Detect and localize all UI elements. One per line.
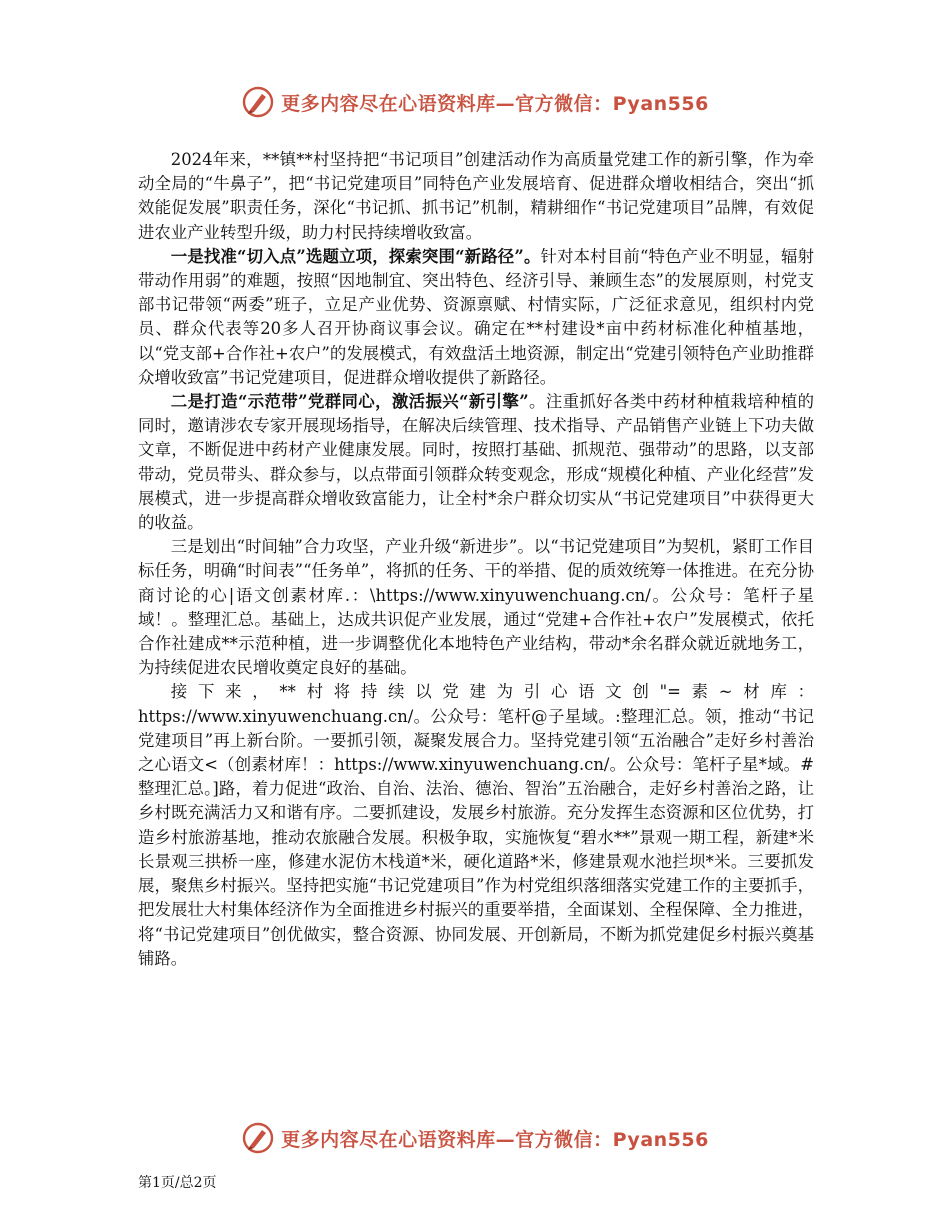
banner-text: 更多内容尽在心语资料库—官方微信：Pyan556 [281,1128,709,1151]
paragraph-point-2: 二是打造“示范带”党群同心，激活振兴“新引擎”。注重抓好各类中药材种植栽培种植的同时，邀请涉农专家开展现场指导，在解决后续管理、技术指导、产品销售产业链上下功夫做文章，不断促进中药材产业健康发展。同时，按照打基础、抓规范、强带动”的思路，以支部带动，党员带头、群众参与，以点带面引领群众转变观念，形成“规模化种植、产业化经营”发展模式，进一步提高群众增收致富能力，让全村*余户群众切实从“书记党建项目”中获得更大的收益。 [138,392,815,533]
banner-text: 更多内容尽在心语资料库—官方微信：Pyan556 [281,92,709,115]
pen-logo-icon [241,85,275,119]
header-banner [0,82,950,122]
paragraph-point-1: 一是找准“切入点”选题立项，探索突围“新路径”。针对本村目前“特色产业不明显，辐射带动作用弱”的难题，按照“因地制宜、突出特色、经济引导、兼顾生态”的发展原则，村党支部书记带领“两委”班子，立足产业优势、资源禀赋、村情实际，广泛征求意见，组织村内党员、群众代表等20多人召开协商议事会议。确定在**村建设*亩中药材标准化种植基地，以“党支部+合作社+农户”的发展模式，有效盘活土地资源，制定出“党建引领特色产业助推群众增收致富”书记党建项目，促进群众增收提供了新路径。 [138,246,814,387]
paragraph-point-3: 三是划出“时间轴”合力攻坚，产业升级“新进步”。以“书记党建项目”为契机，紧盯工作目标任务，明确“时间表”“任务单”，将抓的任务、干的举措、促的质效统筹一体推进。在充分协商讨论的心|语文创素材库.：\https://www.xinyuwenchuang.cn/。公众号：笔杆子星域！。整理汇总。基础上，达成共识促产业发展，通过“党建+合作社+农户”发展模式，依托合作社建成**示范种植，进一步调整优化本地特色产业结构，带动*余名群众就近就地务工，为持续促进农民增收奠定良好的基础。 [138,537,814,678]
pen-logo-icon [241,1121,275,1155]
footer-banner [0,1118,950,1158]
page-number: 第1页/总2页 [138,1175,217,1191]
paragraph-intro: 2024年来，**镇**村坚持把“书记项目”创建活动作为高质量党建工作的新引擎，作为牵动全局的“牛鼻子”，把“书记党建项目”同特色产业发展培育、促进群众增收相结合，突出“抓效能促发展”职责任务，深化“书记抓、抓书记”机制，精耕细作“书记党建项目”品牌，有效促进农业产业转型升级，助力村民持续增收致富。 [138,150,814,242]
paragraph-heading: 二是打造“示范带”党群同心，激活振兴“新引擎” [170,392,529,412]
paragraph-next-steps: 接下来，**村将持续以党建为引心语文创"=素~材库：https://www.xinyuwenchuang.cn/。公众号：笔杆@子星域。:整理汇总。领，推动“书记党建项目”再上新台阶。一要抓引领，凝聚发展合力。坚持党建引领“五治融合”走好乡村善治之心语文<（创素材库！：https://www.xinyuwenchuang.cn/。公众号：笔杆子星*域。#整理汇总。]路，着力促进“政治、自治、法治、德治、智治”五治融合，走好乡村善治之路，让乡村既充满活力又和谐有序。二要抓建设，发展乡村旅游。充分发挥生态资源和区位优势，打造乡村旅游基地，推动农旅融合发展。积极争取，实施恢复“碧水**”景观一期工程，新建*米长景观三拱桥一座，修建水泥仿木栈道*米，硬化道路*米，修建景观水池拦坝*米。三要抓发展，聚焦乡村振兴。坚持把实施“书记党建项目”作为村党组织落细落实党建工作的主要抓手，把发展壮大村集体经济作为全面推进乡村振兴的重要举措，全面谋划、全程保障、全力推进，将“书记党建项目”创优做实，整合资源、协同发展、开创新局，不断为抓党建促乡村振兴奠基铺路。 [138,682,814,968]
document-body [138,148,814,971]
paragraph-heading: 一是找准“切入点”选题立项，探索突围“新路径”。 [170,246,541,266]
